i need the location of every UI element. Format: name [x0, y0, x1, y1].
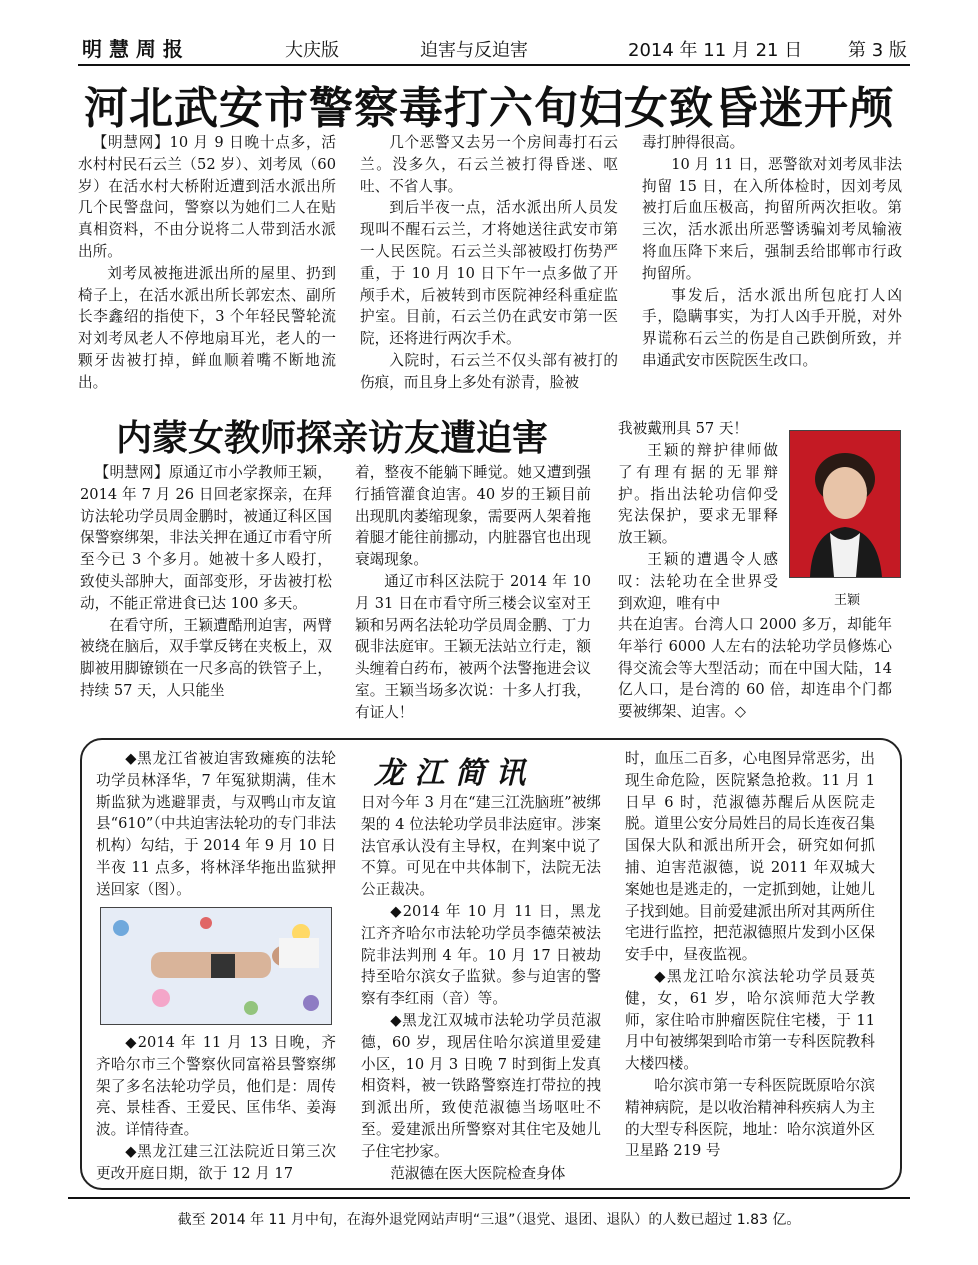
masthead: 明 慧 周 报: [82, 37, 183, 61]
box-col1-para: ◆黑龙江省被迫害致瘫痪的法轮功学员林泽华，7 年冤狱期满，佳木斯监狱为逃避罪责，与双鸭山市友谊县“610”（中共迫害法轮功的专门非法机构）勾结，于 2014 年 9 月 10 日半夜 11 点多，将林泽华拖出监狱押送回家（图）。: [96, 750, 336, 898]
footer-rule: [68, 1197, 910, 1199]
article2-col2-para: 通辽市科区法院于 2014 年 10 月 31 日在市看守所三楼会议室对王颖和另两名法轮功学员周金鹏、丁力砚非法庭审。王颖无法站立行走，额头缠着白药布，被两个法警拖进会议室。王颖当场多次说：十多人打我，有证人！: [355, 572, 591, 721]
bedridden-photo: [100, 907, 332, 1025]
article1-col2-para: 几个恶警又去另一个房间毒打石云兰。没多久，石云兰被打得昏迷、呕吐、不省人事。: [360, 134, 618, 195]
article2-col1: [80, 462, 332, 702]
article2-col2: [355, 462, 591, 724]
box-col1-bottom: [96, 1032, 336, 1185]
article1-col3: [642, 132, 902, 372]
article1-col3-para: 毒打肿得很高。: [642, 134, 745, 151]
edition-label: 大庆版: [285, 40, 339, 61]
portrait-image: [790, 431, 900, 577]
box-col3-para: ◆黑龙江哈尔滨法轮功学员聂英健，女，61 岁，哈尔滨师范大学教师，家住哈市肿瘤医院住宅楼，于 11 月中旬被绑架到哈市第一专科医院教科大楼四楼。: [625, 967, 875, 1073]
article2-col1-para: 在看守所，王颖遭酷刑迫害，两臂被绕在脑后，双手掌反铐在夹板上，双脚被用脚镣锁在一尺多高的铁管子上，持续 57 天，人只能坐: [80, 616, 332, 699]
article1-title: 河北武安市警察毒打六旬妇女致昏迷开颅: [84, 83, 894, 134]
footer-note: 截至 2014 年 11 月中旬，在海外退党网站声明“三退”（退党、退团、退队）的人数已超过 1.83 亿。: [177, 1212, 801, 1228]
article2-col3-top-text: 我被戴刑具 57 天！: [618, 420, 749, 437]
box-col1-para: ◆2014 年 11 月 13 日晚，齐齐哈尔市三个警察伙同富裕县警察绑架了多名法轮功学员，他们是：周传亮、景桂香、王爱民、匡伟华、姜海波。详情待查。: [96, 1034, 336, 1139]
box-col2-para: ◆黑龙江双城市法轮功学员范淑德，60 岁，现居住哈尔滨道里爱建小区，10 月 3 日晚 7 时到街上发真相资料，被一铁路警察连打带拉的拽到派出所，致使范淑德当场呕吐不至。爱建派出所警察对其住宅及她儿子住宅抄家。: [361, 1011, 601, 1160]
article2-col3-bottom-text: 共在迫害。台湾人口 2000 多万，却能年年举行 6000 人左右的法轮功学员修炼心得交流会等大型活动；而在中国大陆，14 亿人口，是台湾的 60 倍，却连串个门都要被绑架、迫害。◇: [618, 616, 892, 721]
bedridden-image: [101, 908, 331, 1024]
section-label: 迫害与反迫害: [420, 40, 528, 61]
article1-col1-para: 刘考凤被拖进派出所的屋里、扔到椅子上，在活水派出所长郭宏杰、副所长李鑫绍的指使下，3 个年轻民警轮流对刘考凤老人不停地扇耳光，老人的一颗牙齿被打掉，鲜血顺着嘴不断地流出。: [78, 264, 336, 391]
article1-col2: [360, 132, 618, 394]
article1-col3-para: 事发后，活水派出所包庇打人凶手，隐瞒事实，为打人凶手开脱，对外界谎称石云兰的伤是自己跌倒所致，并串通武安市医院医生改口。: [642, 286, 902, 369]
box-col3: [625, 748, 875, 1162]
box-col1-para: ◆黑龙江建三江法院近日第三次更改开庭日期，欲于 12 月 17: [96, 1142, 336, 1182]
box-col3-para: 时，血压二百多，心电图异常恶劣，出现生命危险，医院紧急抢救。11 月 1 日早 6 时，范淑德苏醒后从医院走脱。道里公安分局姓吕的局长连夜召集国保大队和派出所开会，研究如何抓捕、迫害范淑德，说 2011 年双城大案她也是逃走的，一定抓到她，让她儿子找到她。目前爱建派出所对其两所住宅进行监控，把范淑德照片发到小区保安手中，昼夜监视。: [625, 750, 875, 964]
box-col1-top: [96, 748, 336, 901]
issue-date: 2014 年 11 月 21 日: [628, 40, 803, 61]
portrait-caption: 王颖: [834, 593, 861, 608]
header-rule: [78, 64, 910, 66]
article1-col1-para: 【明慧网】10 月 9 日晚十点多，活水村村民石云兰（52 岁）、刘考凤（60 岁）在活水村大桥附近遭到活水派出所几个民警盘问，警察以为她们二人在贴真相资料，不由分说将二人带到活水派出所。: [78, 134, 336, 260]
article2-col3-bottom: [618, 614, 892, 723]
article1-col3-para: 10 月 11 日，恶警欲对刘考凤非法拘留 15 日，在入所体检时，因刘考凤被打后血压极高，拘留所两次拒收。第三次，活水派出所恶警诱骗刘考凤输液将血压降下来后，强制丢给邯郸市行政拘留所。: [642, 155, 902, 282]
article2-col3-top: [618, 418, 788, 440]
article2-title: 内蒙女教师探亲访友遭迫害: [116, 418, 549, 459]
page-number: 第 3 版: [848, 40, 907, 61]
article2-col3-mid: [618, 440, 778, 614]
box-col2-para: 日对今年 3 月在“建三江洗脑班”被绑架的 4 位法轮功学员非法庭审。涉案法官承认没有主导权，在判案中说了不算。可见在中共体制下，法院无法公正裁决。: [361, 794, 601, 899]
article2-col2-para: 着，整夜不能躺下睡觉。她又遭到强行插管灌食迫害。40 岁的王颖目前出现肌肉萎缩现象，需要两人架着拖着腿才能往前挪动，内脏器官也出现衰竭现象。: [355, 464, 591, 569]
article1-col2-para: 入院时，石云兰不仅头部有被打的伤痕，而且身上多处有淤青，脸被: [360, 351, 618, 391]
article1-col2-para: 到后半夜一点，活水派出所人员发现叫不醒石云兰，才将她送往武安市第一人民医院。石云兰头部被殴打伤势严重，于 10 月 10 日下午一点多做了开颅手术，后被转到市医院神经科重症监护室。目前，石云兰仍在武安市第一医院，还将进行两次手术。: [360, 199, 618, 348]
box-col2: [361, 792, 601, 1184]
box-col3-para: 哈尔滨市第一专科医院既原哈尔滨精神病院，是以收治精神科疾病人为主的大型专科医院，地址：哈尔滨道外区卫星路 219 号: [625, 1076, 875, 1160]
box-col2-para: ◆2014 年 10 月 11 日，黑龙江齐齐哈尔市法轮功学员李德荣被法院非法判刑 4 年。10 月 17 日被劫持至哈尔滨女子监狱。参与迫害的警察有李红雨（音）等。: [361, 902, 601, 1008]
article1-col1: [78, 132, 336, 394]
article2-col1-para: 【明慧网】原通辽市小学教师王颖，2014 年 7 月 26 日回老家探亲，在拜访法轮功学员周金鹏时，被通辽科区国保警察绑架，非法关押在通辽市看守所至今已 3 个多月。她被十多人殴打，致使头部肿大，面部变形，牙齿被打松动，不能正常进食已达 100 多天。: [80, 464, 332, 612]
article2-col3-para: 王颖的辩护律师做了有理有据的无罪辩护。指出法轮功信仰受宪法保护，要求无罪释放王颖。: [618, 442, 778, 547]
box-col2-para: 范淑德在医大医院检查身体: [390, 1164, 566, 1182]
portrait-photo: [789, 430, 901, 578]
box-title: 龙 江 简 讯: [374, 756, 526, 791]
article2-col3-para: 王颖的遭遇令人感叹：法轮功在全世界受到欢迎，唯有中: [618, 550, 778, 612]
